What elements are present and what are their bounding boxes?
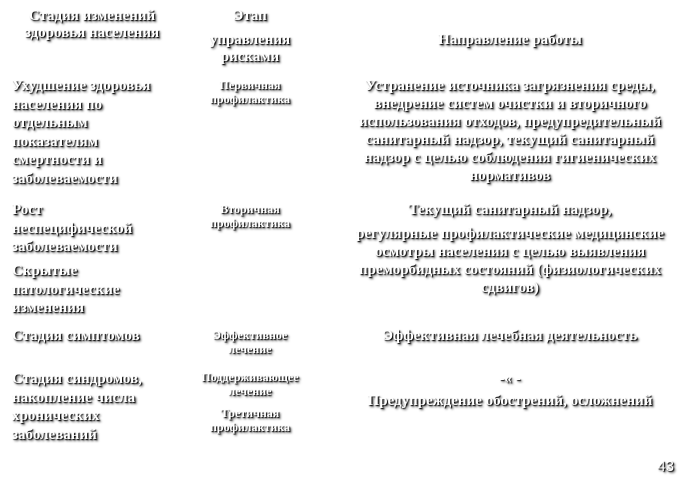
- header-phase-top: Этап: [233, 8, 267, 24]
- row4-stage: Стадия синдромов, накопление числа хронических заболеваний: [12, 371, 142, 443]
- header-direction: Направление работы: [438, 32, 582, 48]
- row1-stage: Ухудшение здоровья населения по отдельным показателям смертности и заболеваемости: [12, 78, 151, 187]
- row4-direction-top: -« -: [499, 371, 521, 387]
- row2-direction-top: Текущий санитарный надзор,: [408, 202, 612, 218]
- row3-direction: Эффективная лечебная деятельность: [382, 328, 638, 344]
- page-number: 43: [657, 458, 674, 475]
- row4-phase-extra: Третичная профилактика: [210, 406, 290, 434]
- row2-stage: Рост неспецифической заболеваемости: [12, 202, 133, 255]
- row2-phase: Вторичная профилактика: [210, 202, 290, 230]
- header-stage: Стадия изменений здоровья населения: [24, 8, 160, 41]
- row4-phase: Поддерживающее лечение: [201, 370, 299, 398]
- header-phase: управления рисками: [209, 32, 291, 65]
- row3-phase: Эффективное лечение: [212, 328, 288, 356]
- row1-direction: Устранение источника загрязнения среды, внедрение систем очистки и вторичного использования отходов, предупредительный санитарный надзор, текущий санитарный надзор с целью соблюдения гигиенических нормативов: [359, 78, 661, 184]
- row3-stage: Стадия симптомов: [12, 328, 140, 344]
- row2-stage-extra: Скрытые патологические изменения: [12, 263, 120, 316]
- row1-phase: Первичная профилактика: [210, 78, 290, 106]
- row2-direction: регулярные профилактические медицинские осмотры населения с целью выявления преморбидных состояний (физиологических сдвигов): [356, 226, 664, 296]
- row4-direction: Предупреждение обострений, осложнений: [367, 393, 653, 409]
